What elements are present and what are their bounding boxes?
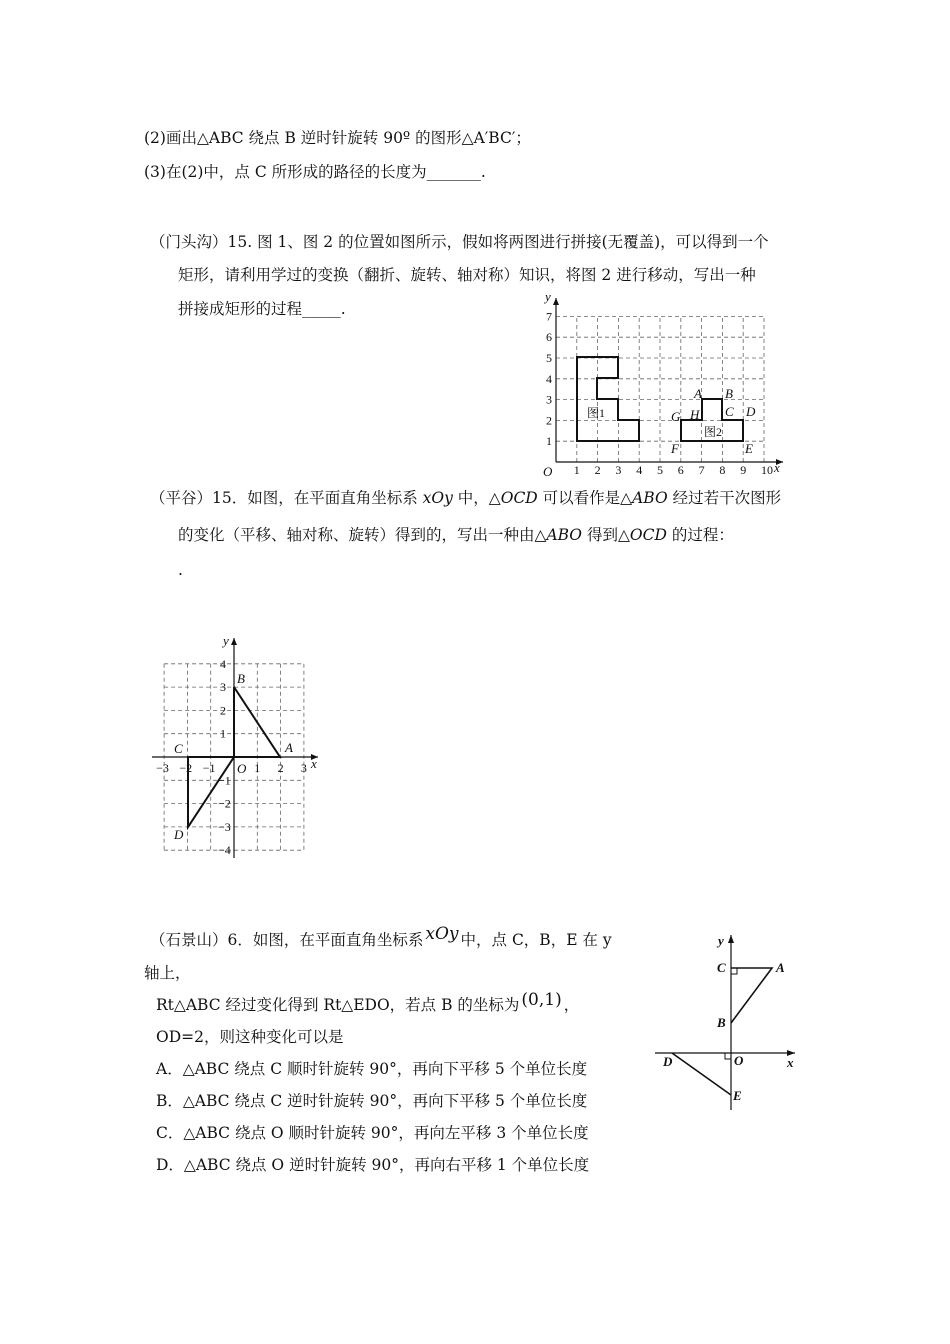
pinggu-text: 的变化（平移、轴对称、旋转）得到的，写出一种由△	[178, 526, 547, 544]
x-tick-label: 9	[740, 463, 747, 477]
shijingshan-text: (0,1)	[521, 990, 562, 1010]
shijingshan-point-E: E	[733, 1088, 742, 1103]
shijingshan-y-label: y	[718, 933, 724, 948]
x-tick-label: 4	[636, 463, 643, 477]
mentougou-question-line2: 矩形，请利用学过的变换（翻折、旋转、轴对称）知识，将图 2 进行移动，写出一种	[178, 266, 756, 284]
mentougou-point-H: H	[690, 407, 700, 422]
x-tick-label: −2	[179, 761, 193, 775]
x-tick-label: 10	[761, 463, 773, 477]
x-tick-label: 2	[594, 463, 601, 477]
mentougou-fig2-label: 图2	[704, 425, 723, 439]
mentougou-point-F: F	[671, 441, 679, 456]
y-tick-label: 2	[546, 413, 552, 428]
shijingshan-point-D: D	[663, 1054, 673, 1069]
mentougou-question-line1: （门头沟）15. 图 1、图 2 的位置如图所示，假如将两图进行拼接(无覆盖)，可以得到一个	[150, 233, 769, 251]
mentougou-question-line3: 拼接成矩形的过程_____.	[178, 300, 346, 318]
y-tick-label: 7	[546, 309, 552, 324]
mentougou-y-label: y	[545, 289, 551, 304]
x-tick-label: 1	[573, 463, 580, 477]
shijingshan-triangle-ABC	[731, 968, 772, 1023]
y-tick-label: −1	[218, 773, 231, 788]
mentougou-x-label: x	[774, 460, 780, 475]
shijingshan-point-A: A	[776, 960, 785, 975]
shijingshan-triangle-EDO	[672, 1053, 731, 1095]
mentougou-fig1-label: 图1	[587, 406, 606, 420]
shijingshan-question-line1-cont: 轴上，	[144, 964, 191, 982]
y-tick-label: 4	[546, 371, 552, 386]
y-tick-label: −3	[218, 819, 231, 834]
shijingshan-text: xOy	[425, 924, 459, 944]
pinggu-text: ABO	[632, 489, 668, 507]
pinggu-text: 得到△	[582, 526, 630, 544]
x-tick-label: 6	[677, 463, 684, 477]
pinggu-grid-figure	[150, 630, 330, 860]
pinggu-y-label: y	[223, 633, 229, 648]
pinggu-text: OCD	[500, 489, 538, 507]
x-tick-label: 2	[277, 761, 284, 775]
pinggu-x-label: x	[311, 756, 317, 771]
pinggu-text: 经过若干次图形	[667, 489, 782, 507]
shijingshan-text: 中，点 C，B，E 在 y	[460, 931, 612, 949]
pinggu-y-arrow	[231, 638, 237, 645]
shijingshan-y-arrow	[728, 935, 734, 943]
shijingshan-question-line2	[156, 990, 580, 1015]
y-tick-label: 3	[546, 392, 552, 407]
shijingshan-right-angle-O	[725, 1053, 731, 1059]
y-tick-label: 3	[220, 680, 226, 695]
x-tick-label: 1	[254, 761, 261, 775]
x-tick-label: 3	[300, 761, 307, 775]
shijingshan-option-A: A．△ABC 绕点 C 顺时针旋转 90°，再向下平移 5 个单位长度	[156, 1060, 588, 1078]
prev-problem-part3: (3)在(2)中，点 C 所形成的路径的长度为_______.	[144, 163, 486, 181]
pinggu-text: OCD	[629, 526, 667, 544]
shijingshan-x-label: x	[787, 1055, 794, 1070]
mentougou-point-B: B	[725, 386, 733, 401]
pinggu-triangle-ABO	[234, 687, 280, 757]
prev-problem-part2: (2)画出△ABC 绕点 B 逆时针旋转 90º 的图形△A′BC′；	[144, 129, 531, 147]
shijingshan-text: （石景山）6．如图，在平面直角坐标系	[150, 931, 424, 949]
shijingshan-option-D: D．△ABC 绕点 O 逆时针旋转 90°，再向右平移 1 个单位长度	[156, 1156, 590, 1174]
shijingshan-option-B: B．△ABC 绕点 C 逆时针旋转 90°，再向下平移 5 个单位长度	[156, 1092, 588, 1110]
pinggu-text: （平谷）15．如图，在平面直角坐标系	[150, 489, 423, 507]
mentougou-grid-figure	[538, 290, 788, 480]
y-tick-label: 1	[546, 434, 552, 449]
x-tick-label: −1	[202, 761, 216, 775]
shijingshan-point-C: C	[717, 960, 726, 975]
mentougou-y-arrow	[553, 298, 559, 305]
pinggu-point-B: B	[237, 671, 245, 686]
shijingshan-point-O: O	[734, 1053, 744, 1068]
pinggu-question-line3: .	[178, 561, 183, 579]
shijingshan-text: ，	[563, 996, 580, 1014]
y-tick-label: 1	[220, 726, 226, 741]
y-tick-label: −4	[218, 843, 231, 858]
pinggu-text: 可以看作是△	[537, 489, 633, 507]
y-tick-label: −2	[218, 796, 231, 811]
pinggu-question-line2	[178, 525, 734, 545]
shijingshan-question-line3: OD=2，则这种变化可以是	[156, 1028, 344, 1046]
pinggu-point-C: C	[174, 741, 183, 756]
y-tick-label: 4	[220, 656, 226, 671]
shijingshan-right-angle-C	[731, 968, 737, 974]
pinggu-point-D: D	[174, 827, 184, 842]
pinggu-origin-label: O	[237, 761, 247, 776]
x-tick-label: 5	[657, 463, 663, 477]
shijingshan-text: Rt△ABC 经过变化得到 Rt△EDO，若点 B 的坐标为	[156, 996, 520, 1014]
pinggu-text: 的过程：	[666, 526, 734, 544]
x-tick-label: 8	[719, 463, 726, 477]
pinggu-point-A: A	[285, 740, 293, 755]
pinggu-text: xOy	[422, 489, 453, 507]
mentougou-point-C: C	[725, 404, 734, 419]
shijingshan-figure	[650, 930, 810, 1120]
mentougou-point-G: G	[671, 409, 681, 424]
shijingshan-question-line1	[150, 924, 612, 950]
mentougou-origin-label: O	[543, 464, 553, 479]
pinggu-question-line1	[150, 488, 781, 508]
y-tick-label: 5	[546, 351, 552, 365]
mentougou-point-A: A	[694, 386, 702, 401]
pinggu-text: 中，△	[452, 489, 501, 507]
shijingshan-point-B: B	[717, 1015, 726, 1030]
mentougou-shape-fig1	[577, 357, 639, 441]
y-tick-label: 6	[546, 330, 552, 345]
shijingshan-option-C: C．△ABC 绕点 O 顺时针旋转 90°，再向左平移 3 个单位长度	[156, 1124, 589, 1142]
x-tick-label: −3	[156, 761, 169, 775]
x-tick-label: 3	[615, 463, 622, 477]
mentougou-point-E: E	[745, 441, 753, 456]
y-tick-label: 2	[220, 703, 226, 718]
mentougou-point-D: D	[746, 404, 756, 419]
x-tick-label: 7	[698, 463, 705, 477]
pinggu-text: ABO	[546, 526, 583, 544]
